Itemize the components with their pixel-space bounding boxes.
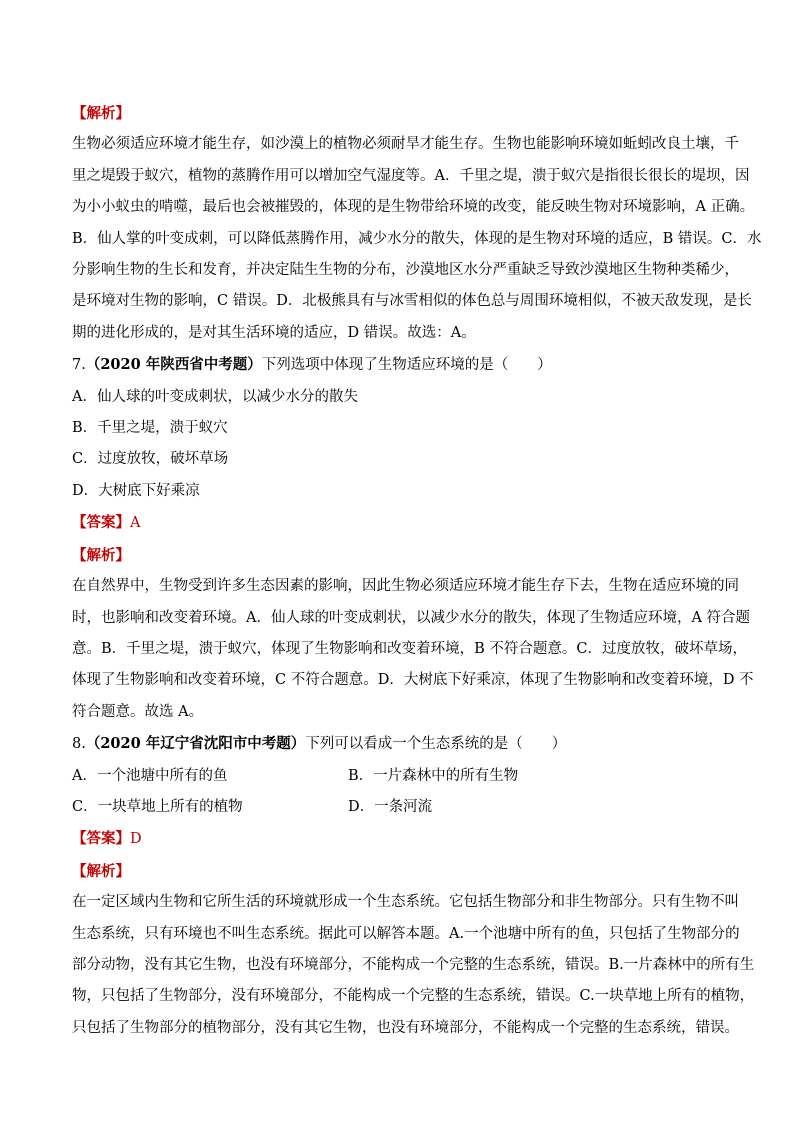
analysis-line: 意。B．千里之堤，溃于蚁穴，体现了生物影响和改变着环境，B 不符合题意。C．过度放牧，破坏草场， — [72, 640, 748, 657]
analysis-line: 在一定区域内生物和它所生活的环境就形成一个生态系统。它包括生物部分和非生物部分。只有生物不叫 — [72, 894, 739, 911]
option-row — [72, 792, 724, 823]
analysis-line: 物，只包括了生物部分，没有环境部分，不能构成一个完整的生态系统，错误。C.一块草地上所有的植物， — [72, 988, 755, 1005]
analysis-line: 时，也影响和改变着环境。A．仙人球的叶变成刺状，以减少水分的散失，体现了生物适应环境，A 符合题 — [72, 609, 751, 626]
analysis-line: B．仙人掌的叶变成刺，可以降低蒸腾作用，减少水分的散失，体现的是生物对环境的适应，B 错误。C．水 — [72, 230, 762, 247]
question-number: 7. — [72, 357, 86, 374]
analysis-label: 【解析】 — [72, 546, 130, 564]
option-b: B．千里之堤，溃于蚁穴 — [72, 420, 228, 437]
analysis-line: 只包括了生物部分的植物部分，没有其它生物，也没有环境部分，不能构成一个完整的生态系统，错误。 — [72, 1019, 739, 1036]
analysis-line: 符合题意。故选 A。 — [72, 703, 204, 720]
analysis-line: 是环境对生物的影响，C 错误。D．北极熊具有与冰雪相似的体色总与周围环境相似，不被天敌发现，是长 — [72, 293, 752, 310]
option-a: A．一个池塘中所有的鱼 — [72, 767, 228, 784]
question-source: （2020 年辽宁省沈阳市中考题） — [85, 735, 306, 753]
option-b: B．一片森林中的所有生物 — [348, 767, 519, 784]
analysis-label: 【解析】 — [72, 105, 130, 122]
analysis-line: 里之堤毁于蚁穴，植物的蒸腾作用可以增加空气湿度等。A．千里之堤，溃于蚁穴是指很长很长的堤坝，因 — [72, 167, 750, 184]
analysis-line: 期的进化形成的，是对其生活环境的适应，D 错误。故选：A。 — [72, 324, 476, 341]
analysis-line: 分影响生物的生长和发育，并决定陆生生物的分布，沙漠地区水分严重缺乏导致沙漠地区生物种类稀少， — [72, 262, 739, 279]
answer-value: D — [130, 831, 142, 848]
analysis-line: 生态系统，只有环境也不叫生态系统。据此可以解答本题。A.一个池塘中所有的鱼，只包括了生物部分的 — [72, 925, 740, 942]
answer-line — [72, 507, 724, 539]
answer-line — [72, 823, 724, 855]
analysis-line: 为小小蚁虫的啃噬，最后也会被摧毁的，体现的是生物带给环境的改变，能反映生物对环境影响，A 正确。 — [72, 199, 755, 216]
option-d: D．大树底下好乘凉 — [72, 482, 200, 499]
option-row — [72, 761, 724, 792]
option-a: A．仙人球的叶变成刺状，以减少水分的散失 — [72, 388, 358, 405]
option-d: D．一条河流 — [348, 798, 433, 815]
answer-label: 【答案】 — [72, 514, 130, 532]
question-text: 下列选项中体现了生物适应环境的是（ ） — [261, 357, 552, 374]
option-c: C．一块草地上所有的植物 — [72, 798, 243, 815]
analysis-line: 部分动物，没有其它生物，也没有环境部分，不能构成一个完整的生态系统，错误。B.一片森林中的所有生 — [72, 956, 755, 973]
question-7-stem — [72, 349, 724, 381]
analysis-label: 【解析】 — [72, 862, 130, 880]
question-8-stem — [72, 728, 724, 760]
question-text: 下列可以看成一个生态系统的是（ ） — [305, 736, 567, 753]
option-c: C．过度放牧，破坏草场 — [72, 451, 229, 468]
analysis-line: 在自然界中，生物受到许多生态因素的影响，因此生物必须适应环境才能生存下去，生物在适应环境的同 — [72, 578, 739, 595]
analysis-line: 体现了生物影响和改变着环境，C 不符合题意。D．大树底下好乘凉，体现了生物影响和改变着环境，D 不 — [72, 672, 754, 689]
question-source: （2020 年陕西省中考题） — [85, 356, 262, 374]
answer-value: A — [130, 515, 141, 532]
answer-label: 【答案】 — [72, 830, 130, 848]
analysis-line: 生物必须适应环境才能生存，如沙漠上的植物必须耐旱才能生存。生物也能影响环境如蚯蚓改良土壤，千 — [72, 136, 739, 153]
document-page — [72, 98, 762, 1044]
question-number: 8. — [72, 736, 86, 753]
